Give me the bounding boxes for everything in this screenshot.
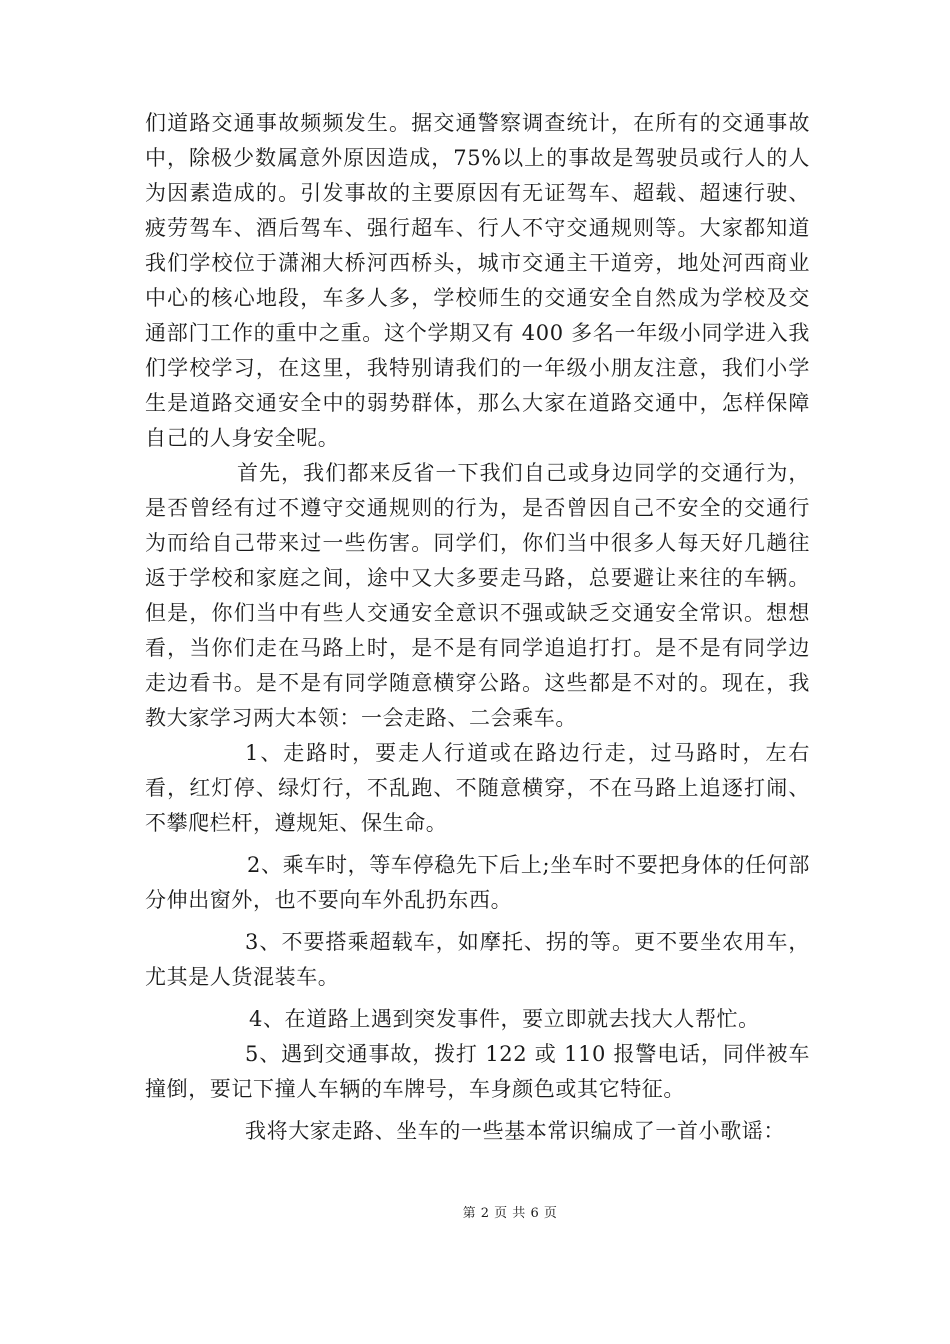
page-number-footer: 第 2 页 共 6 页 <box>462 1206 558 1221</box>
paragraph-rule-overloaded: 3、不要搭乘超载车，如摩托、拐的等。更不要坐农用车，尤其是人货混装车。 <box>145 930 810 989</box>
paragraph-song-intro: 我将大家走路、坐车的一些基本常识编成了一首小歌谣： <box>245 1119 785 1143</box>
paragraph-rule-emergency: 4、在道路上遇到突发事件，要立即就去找大人帮忙。 <box>249 1007 760 1031</box>
paragraph-intro: 们道路交通事故频频发生。据交通警察调查统计，在所有的交通事故中，除极少数属意外原因造成，75%以上的事故是驾驶员或行人的人为因素造成的。引发事故的主要原因有无证驾车、超载、超速行驶、疲劳驾车、酒后驾车、强行超车、行人不守交通规则等。大家都知道我们学校位于潇湘大桥河西桥头，城市交通主干道旁，地处河西商业中心的核心地段，车多人多，学校师生的交通安全自然成为学校及交通部门工作的重中之重。这个学期又有 400 多名一年级小同学进入我们学校学习，在这里，我特别请我们的一年级小朋友注意，我们小学生是道路交通安全中的弱势群体，那么大家在道路交通中，怎样保障自己的人身安全呢。 <box>145 111 810 450</box>
paragraph-rule-walking: 1、走路时，要走人行道或在路边行走，过马路时，左右看，红灯停、绿灯行，不乱跑、不随意横穿，不在马路上追逐打闹、不攀爬栏杆，遵规矩、保生命。 <box>145 741 810 835</box>
paragraph-reflection: 首先，我们都来反省一下我们自己或身边同学的交通行为，是否曾经有过不遵守交通规则的行为，是否曾因自己不安全的交通行为而给自己带来过一些伤害。同学们，你们当中很多人每天好几趟往返于学校和家庭之间，途中又大多要走马路，总要避让来往的车辆。但是，你们当中有些人交通安全意识不强或缺乏交通安全常识。想想看，当你们走在马路上时，是不是有同学追追打打。是不是有同学边走边看书。是不是有同学随意横穿公路。这些都是不对的。现在，我教大家学习两大本领：一会走路、二会乘车。 <box>145 461 810 730</box>
paragraph-rule-accident: 5、遇到交通事故，拨打 122 或 110 报警电话，同伴被车撞倒，要记下撞人车辆的车牌号，车身颜色或其它特征。 <box>145 1042 810 1101</box>
paragraph-rule-riding: 2、乘车时，等车停稳先下后上;坐车时不要把身体的任何部分伸出窗外，也不要向车外乱扔东西。 <box>145 853 810 912</box>
body-text <box>145 106 810 1149</box>
